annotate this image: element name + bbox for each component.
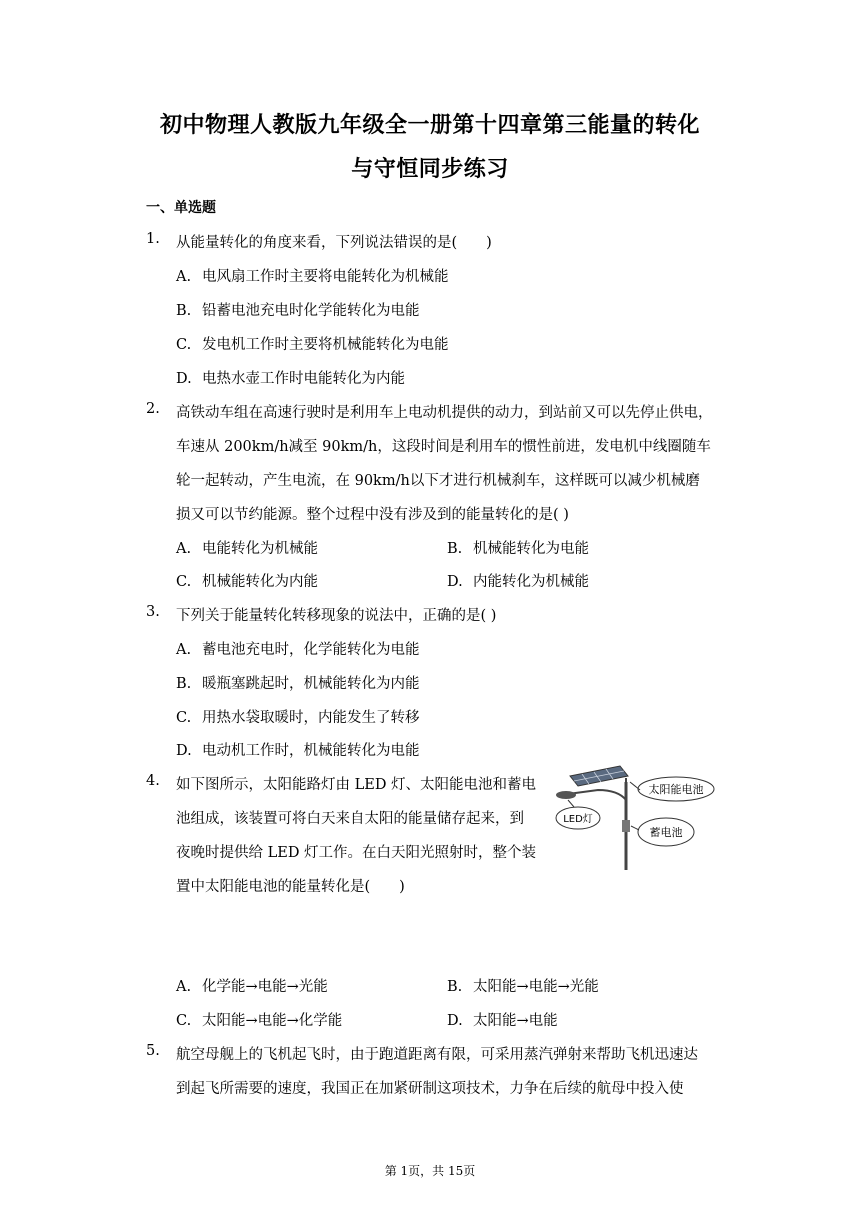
option: C. 太阳能→电能→化学能: [176, 1013, 343, 1029]
option: A. 蓄电池充电时，化学能转化为电能: [176, 642, 420, 658]
question-number: 1.: [146, 231, 160, 247]
question-text: 夜晚时提供给 LED 灯工作。在白天阳光照射时，整个装: [176, 845, 537, 861]
option: C. 机械能转化为内能: [176, 574, 318, 590]
question-text: 车速从 200km/h减至 90km/h，这段时间是利用车的惯性前进，发电机中线圈随车: [176, 439, 711, 455]
question-text: 置中太阳能电池的能量转化是( ): [176, 879, 405, 895]
option: D. 电热水壶工作时电能转化为内能: [176, 371, 405, 387]
question-text: 下列关于能量转化转移现象的说法中，正确的是( ): [176, 608, 497, 624]
option: B. 太阳能→电能→光能: [447, 979, 599, 995]
section-heading: 一、单选题: [146, 200, 216, 216]
option: B. 暖瓶塞跳起时，机械能转化为内能: [176, 676, 420, 692]
option: B. 机械能转化为电能: [447, 541, 589, 557]
battery-callout: [631, 818, 694, 846]
question-text: 损又可以节约能源。整个过程中没有涉及到的能量转化的是( ): [176, 507, 569, 523]
page-footer: 第 1页，共 15页: [384, 1164, 476, 1178]
lamp-head-icon: [556, 791, 576, 799]
question-number: 4.: [146, 773, 160, 789]
option: C. 发电机工作时主要将机械能转化为电能: [176, 337, 449, 353]
option: B. 铅蓄电池充电时化学能转化为电能: [176, 303, 420, 319]
solar-street-light-figure: [548, 760, 718, 875]
option: D. 电动机工作时，机械能转化为电能: [176, 743, 420, 759]
question-number: 3.: [146, 604, 160, 620]
option: D. 内能转化为机械能: [447, 574, 589, 590]
doc-title-line2: 与守恒同步练习: [351, 157, 509, 182]
option: D. 太阳能→电能: [447, 1013, 558, 1029]
solar-label: 太阳能电池: [648, 783, 704, 796]
question-text: 轮一起转动，产生电流，在 90km/h以下才进行机械刹车，这样既可以减少机械磨: [176, 473, 700, 489]
solar-callout: [630, 777, 714, 801]
question-text: 航空母舰上的飞机起飞时，由于跑道距离有限，可采用蒸汽弹射来帮助飞机迅速达: [176, 1047, 698, 1063]
option: A. 化学能→电能→光能: [176, 979, 328, 995]
question-text: 到起飞所需要的速度，我国正在加紧研制这项技术，力争在后续的航母中投入使: [176, 1081, 684, 1097]
solar-panel-icon: [570, 766, 628, 786]
battery-label: 蓄电池: [649, 826, 683, 839]
question-text: 从能量转化的角度来看，下列说法错误的是( ): [176, 235, 492, 251]
question-text: 池组成，该装置可将白天来自太阳的能量储存起来，到: [176, 811, 524, 827]
option: A. 电风扇工作时主要将电能转化为机械能: [176, 269, 449, 285]
option: A. 电能转化为机械能: [176, 541, 318, 557]
doc-title-line1: 初中物理人教版九年级全一册第十四章第三能量的转化: [159, 113, 700, 138]
question-text: 高铁动车组在高速行驶时是利用车上电动机提供的动力，到站前又可以先停止供电，: [176, 405, 713, 421]
led-callout: [556, 800, 600, 829]
option: C. 用热水袋取暖时，内能发生了转移: [176, 710, 420, 726]
led-label: LED灯: [563, 814, 593, 825]
question-text: 如下图所示，太阳能路灯由 LED 灯、太阳能电池和蓄电: [176, 777, 537, 793]
question-number: 5.: [146, 1043, 160, 1059]
question-number: 2.: [146, 401, 160, 417]
